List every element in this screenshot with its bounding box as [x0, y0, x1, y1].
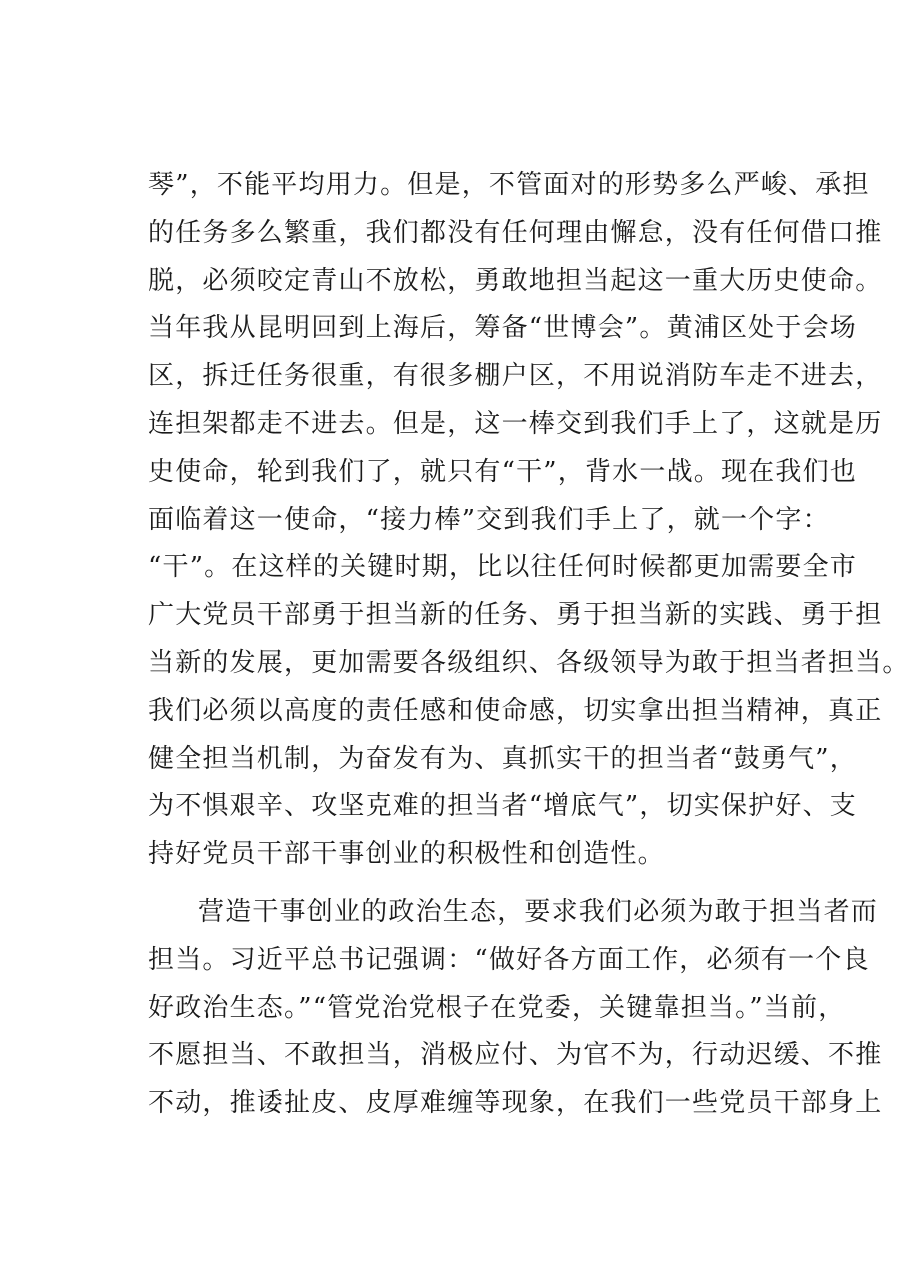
text-line: 为不惧艰辛、攻坚克难的担当者“增底气”，切实保护好、支: [148, 791, 857, 822]
text-line: 广大党员干部勇于担当新的任务、勇于担当新的实践、勇于担: [148, 600, 883, 631]
text-line: 琴”，不能平均用力。但是，不管面对的形势多么严峻、承担: [148, 170, 870, 200]
text-line: 我们必须以高度的责任感和使命感，切实拿出担当精神，真正: [148, 695, 883, 726]
paragraph-spacer: [148, 879, 813, 889]
text-line: 面临着这一使命，“接力棒”交到我们手上了，就一个字：: [148, 504, 830, 535]
text-line: 当新的发展，更加需要各级组织、各级领导为敢于担当者担当。: [148, 647, 910, 678]
text-line: 持好党员干部干事创业的积极性和创造性。: [148, 839, 665, 870]
paragraph-2: [148, 889, 883, 1128]
text-line: 连担架都走不进去。但是，这一棒交到我们手上了，这就是历: [148, 408, 883, 439]
text-line: 不愿担当、不敢担当，消极应付、为官不为，行动迟缓、不推: [148, 1040, 883, 1071]
text-line: 史使命，轮到我们了，就只有“干”，背水一战。现在我们也: [148, 456, 857, 487]
text-line: 担当。习近平总书记强调：“做好各方面工作，必须有一个良: [148, 944, 870, 975]
text-line: “干”。在这样的关键时期，比以往任何时候都更加需要全市: [148, 552, 857, 583]
text-line: 好政治生态。”“管党治党根子在党委，关键靠担当。”当前，: [148, 992, 846, 1023]
paragraph-1: [148, 162, 910, 879]
text-line: 的任务多么繁重，我们都没有任何理由懈怠，没有任何借口推: [148, 217, 883, 248]
document-body: [148, 162, 910, 1128]
text-line: 脱，必须咬定青山不放松，勇敢地担当起这一重大历史使命。: [148, 265, 883, 296]
text-line: 当年我从昆明回到上海后，筹备“世博会”。黄浦区处于会场: [148, 313, 857, 344]
text-line-indented: 营造干事创业的政治生态，要求我们必须为敢于担当者而: [198, 896, 879, 927]
text-line: 区，拆迁任务很重，有很多棚户区，不用说消防车走不进去，: [148, 361, 883, 392]
text-line: 不动，推诿扯皮、皮厚难缠等现象，在我们一些党员干部身上: [148, 1088, 883, 1119]
text-line: 健全担当机制，为奋发有为、真抓实干的担当者“鼓勇气”，: [148, 743, 857, 774]
